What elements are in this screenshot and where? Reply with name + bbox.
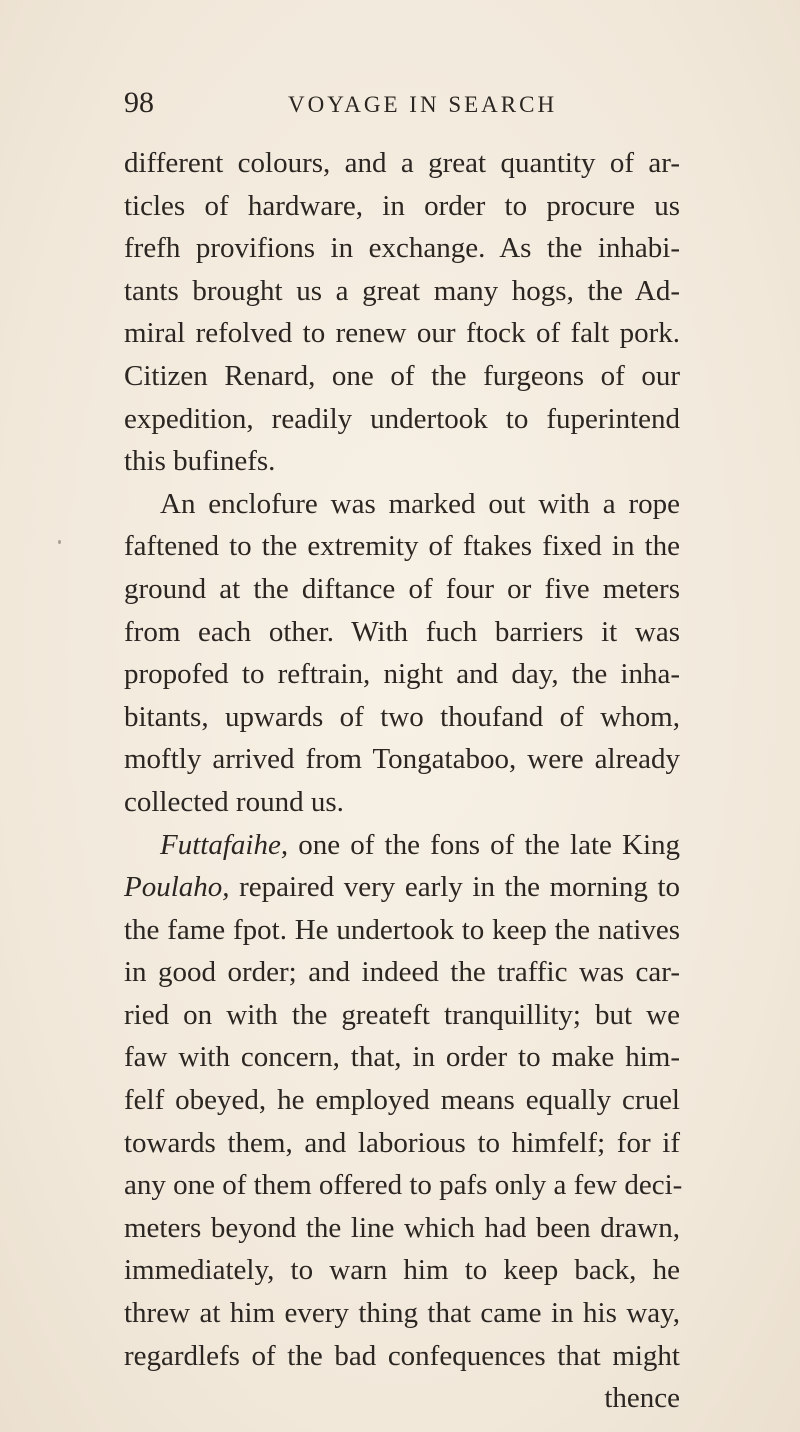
paper-speck — [412, 1230, 415, 1234]
text-line: ground at the diftance of four or five meters — [124, 572, 680, 605]
text-line: propofed to reftrain, night and day, the inha- — [124, 658, 680, 691]
person-name: Poulaho, — [124, 871, 230, 904]
text-line: towards them, and laborious to himfelf; for if — [124, 1126, 680, 1159]
text-line: moftly arrived from Tongataboo, were already — [124, 743, 680, 776]
catchword: thence — [604, 1382, 680, 1415]
text-line: from each other. With fuch barriers it was — [124, 615, 680, 648]
body-text — [124, 142, 683, 1420]
text-line: regardlefs of the bad confequences that might — [124, 1339, 680, 1372]
text-line: ticles of hardware, in order to procure us — [124, 189, 680, 222]
text-line: frefh provifions in exchange. As the inhabi- — [124, 232, 680, 265]
person-name: Futtafaihe, — [160, 828, 289, 861]
text-line: different colours, and a great quantity of ar- — [124, 147, 680, 179]
text-line: bitants, upwards of two thoufand of whom, — [124, 700, 680, 733]
text-fragment: repaired very early in the morning to — [239, 871, 681, 904]
text-line: An enclofure was marked out with a rope — [160, 487, 680, 520]
text-line: immediately, to warn him to keep back, he — [124, 1254, 680, 1287]
text-line: collected round us. — [124, 785, 344, 818]
page-number: 98 — [124, 86, 154, 119]
running-head: VOYAGE IN SEARCH — [288, 92, 558, 117]
text-line: Citizen Renard, one of the furgeons of our — [124, 359, 680, 392]
text-line: faw with concern, that, in order to make him- — [124, 1041, 680, 1074]
paper-speck — [58, 540, 61, 544]
text-line: ried on with the greateft tranquillity; but we — [124, 998, 680, 1031]
text-line: tants brought us a great many hogs, the Ad- — [124, 274, 680, 307]
page-header — [0, 86, 800, 126]
text-line: the fame fpot. He undertook to keep the natives — [124, 913, 680, 946]
text-line: this bufinefs. — [124, 445, 276, 478]
text-line: felf obeyed, he employed means equally cruel — [124, 1084, 680, 1117]
text-line: in good order; and indeed the traffic was car- — [124, 956, 680, 989]
text-line: meters beyond the line which had been drawn, — [124, 1211, 680, 1244]
text-line: any one of them offered to pafs only a few deci- — [124, 1169, 683, 1202]
text-fragment: one of the fons of the late King — [298, 828, 681, 861]
text-line — [124, 824, 680, 867]
text-line — [124, 866, 680, 909]
text-line: threw at him every thing that came in his way, — [124, 1297, 680, 1330]
text-line: expedition, readily undertook to fuperintend — [124, 402, 680, 435]
text-line: faftened to the extremity of ftakes fixed in the — [124, 530, 680, 563]
text-line: miral refolved to renew our ftock of falt pork. — [124, 317, 680, 350]
